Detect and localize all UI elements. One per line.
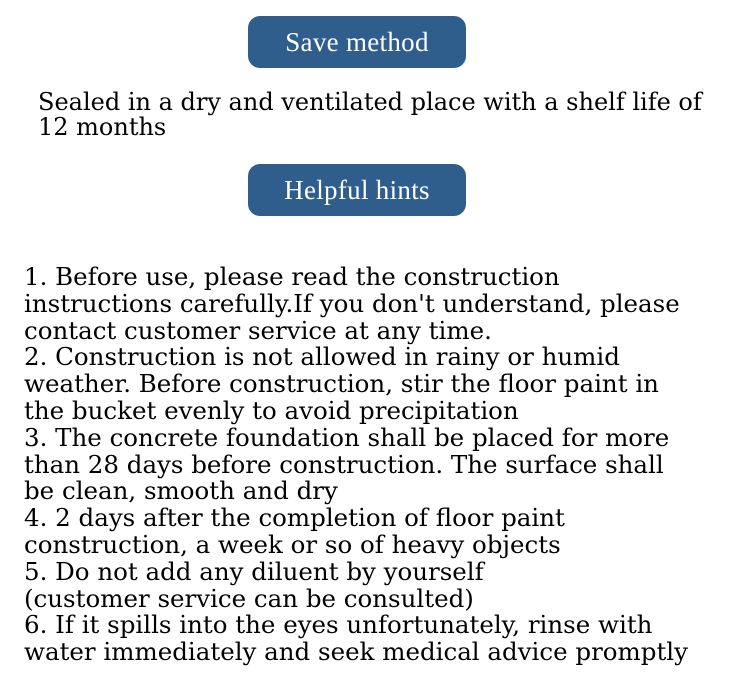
helpful-hints-heading bbox=[248, 164, 466, 216]
hint-line: 3. The concrete foundation shall be placed for more bbox=[24, 422, 670, 452]
hint-line: (customer service can be consulted) bbox=[24, 583, 474, 613]
hint-line: construction, a week or so of heavy objects bbox=[24, 529, 561, 559]
hint-item-5 bbox=[24, 556, 740, 613]
helpful-hints-heading-label: Helpful hints bbox=[284, 174, 430, 205]
hint-line: be clean, smooth and dry bbox=[24, 476, 338, 506]
save-method-text: Sealed in a dry and ventilated place with a shelf life of 12 months bbox=[38, 88, 702, 141]
hint-item-6 bbox=[24, 612, 740, 666]
hint-item-2 bbox=[24, 344, 740, 424]
save-method-heading-label: Save method bbox=[285, 26, 429, 57]
hint-item-1 bbox=[24, 264, 740, 344]
hint-line: 1. Before use, please read the construction bbox=[24, 262, 560, 291]
helpful-hints-list bbox=[24, 264, 740, 666]
hint-line: 6. If it spills into the eyes unfortunately, rinse with bbox=[24, 610, 653, 640]
hint-line: the bucket evenly to avoid precipitation bbox=[24, 395, 519, 425]
hint-line: weather. Before construction, stir the floor paint in bbox=[24, 369, 659, 399]
hint-line: 4. 2 days after the completion of floor paint bbox=[24, 503, 565, 533]
hint-item-3 bbox=[24, 422, 740, 506]
hint-line: water immediately and seek medical advice promptly bbox=[24, 637, 688, 667]
save-method-heading bbox=[248, 16, 466, 68]
hint-item-4 bbox=[24, 505, 740, 559]
hint-line: 2. Construction is not allowed in rainy or humid bbox=[24, 342, 620, 372]
hint-line: instructions carefully.If you don't understand, please bbox=[24, 288, 680, 318]
hint-line: contact customer service at any time. bbox=[24, 315, 492, 345]
hint-line: than 28 days before construction. The surface shall bbox=[24, 449, 664, 479]
hint-line: 5. Do not add any diluent by yourself bbox=[24, 556, 484, 586]
